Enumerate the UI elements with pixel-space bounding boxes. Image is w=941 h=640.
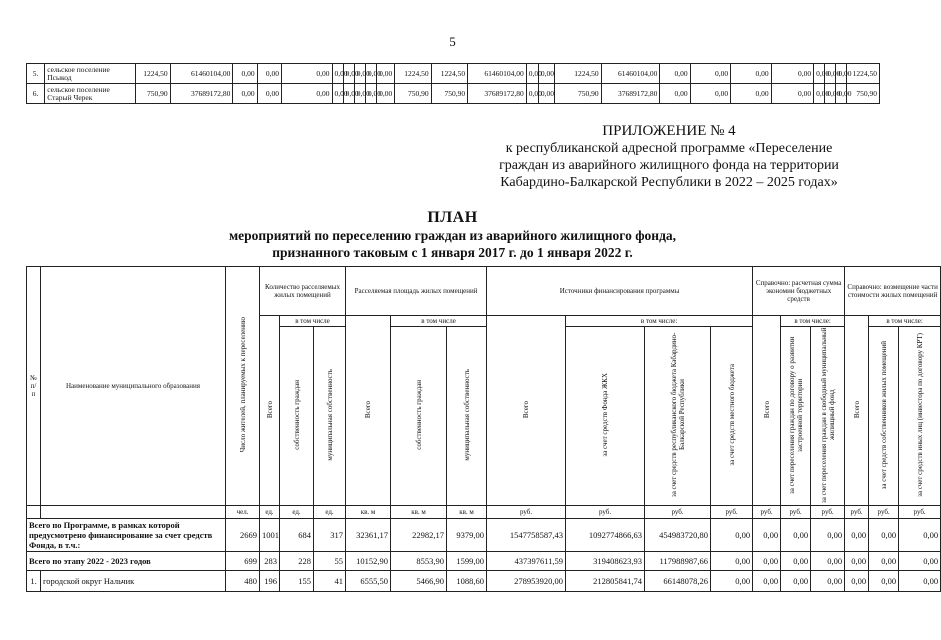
unit-cell: чел. (226, 506, 260, 519)
header-municipal-property: муниципальная собственность (314, 327, 346, 506)
cell: 0,00 (845, 519, 869, 552)
cell: 0,00 (781, 552, 811, 571)
cell: 0,00 (899, 552, 941, 571)
cell: 37689172,80 (468, 84, 527, 104)
cell: 0,00 (731, 64, 771, 84)
cell: 55 (314, 552, 346, 571)
cell: 0,00 (711, 519, 753, 552)
row-number: 1. (27, 571, 41, 592)
unit-cell: руб. (869, 506, 899, 519)
header-incl: в том числе: (781, 316, 845, 327)
header-total: Всего (753, 316, 781, 506)
cell: 0,00 (354, 84, 365, 104)
unit-cell (41, 506, 226, 519)
cell: 0,00 (690, 64, 730, 84)
header-total: Всего (487, 316, 566, 506)
header-total: Всего (346, 316, 391, 506)
cell: 0,00 (365, 64, 376, 84)
cell: 37689172,80 (170, 84, 233, 104)
header-economy-group: Справочно: расчетная сумма экономии бюджетных средств (753, 267, 845, 316)
unit-cell: кв. м (447, 506, 487, 519)
page-number: 5 (449, 34, 456, 49)
cell: 22982,17 (391, 519, 447, 552)
header-local-budget: за счет средств местного бюджета (711, 327, 753, 506)
cell: 0,00 (836, 84, 847, 104)
cell: 0,00 (281, 84, 332, 104)
cell: 0,00 (811, 571, 845, 592)
cell: 0,00 (825, 84, 836, 104)
cell: 61460104,00 (601, 64, 660, 84)
plan-subtitle: признанного таковым с 1 января 2017 г. до 1 января 2022 г. (272, 245, 633, 260)
cell: 1224,50 (431, 64, 467, 84)
cell: 0,00 (771, 64, 813, 84)
cell: 196 (260, 571, 280, 592)
cell: 61460104,00 (170, 64, 233, 84)
cell: 32361,17 (346, 519, 391, 552)
cell: 61460104,00 (468, 64, 527, 84)
table-row (27, 552, 941, 571)
cell: 0,00 (257, 64, 281, 84)
unit-cell: руб. (711, 506, 753, 519)
table-row (27, 571, 941, 592)
cell: 0,00 (233, 84, 257, 104)
cell: 0,00 (731, 84, 771, 104)
cell: 212805841,74 (566, 571, 645, 592)
municipality-name: сельское поселение Старый Черек (45, 84, 136, 104)
unit-cell: кв. м (391, 506, 447, 519)
cell: 1599,00 (447, 552, 487, 571)
cell: 0,00 (811, 552, 845, 571)
cell: 0,00 (869, 519, 899, 552)
header-total: Всего (845, 316, 869, 506)
cell: 0,00 (711, 552, 753, 571)
cell: 0,00 (781, 571, 811, 592)
cell: 750,90 (555, 84, 602, 104)
cell: 117988987,66 (645, 552, 711, 571)
cell: 319408623,93 (566, 552, 645, 571)
cell: 750,90 (431, 84, 467, 104)
header-municipal-property: муниципальная собственность (447, 327, 487, 506)
cell: 684 (280, 519, 314, 552)
header-area-group: Расселяемая площадь жилых помещений (346, 267, 487, 316)
header-rooms-group: Количество расселяемых жилых помещений (260, 267, 346, 316)
appendix-line: Кабардино-Балкарской Республики в 2022 – 2025 годах» (500, 175, 838, 190)
appendix-heading (469, 123, 869, 191)
cell: 0,00 (771, 84, 813, 104)
cell: 0,00 (811, 519, 845, 552)
cell: 0,00 (845, 552, 869, 571)
municipality-name: сельское поселение Псыкод (45, 64, 136, 84)
cell: 155 (280, 571, 314, 592)
header-incl: в том числе: (869, 316, 941, 327)
cell: 0,00 (825, 64, 836, 84)
cell: 0,00 (814, 84, 825, 104)
appendix-title: ПРИЛОЖЕНИЕ № 4 (602, 123, 736, 139)
cell: 0,00 (281, 64, 332, 84)
cell: 0,00 (354, 64, 365, 84)
table-row (27, 84, 880, 104)
header-name: Наименование муниципального образования (41, 267, 226, 506)
header-row (27, 267, 941, 316)
header-compensation-owners: за счет средств собственников жилых помещений (869, 327, 899, 506)
header-incl: в том числе (391, 316, 487, 327)
cell: 1224,50 (395, 64, 431, 84)
cell: 0,00 (660, 64, 690, 84)
cell: 0,00 (753, 552, 781, 571)
header-republic-budget: за счет средств республиканского бюджета Кабардино-Балкарской Республики (645, 327, 711, 506)
header-economy-development: за счет переселения граждан по договору о развитии застроенной территории (781, 327, 811, 506)
cell: 0,00 (377, 84, 395, 104)
cell: 2669 (226, 519, 260, 552)
cell: 1092774866,63 (566, 519, 645, 552)
plan-subtitle: мероприятий по переселению граждан из аварийного жилищного фонда, (228, 228, 677, 243)
table-row (27, 64, 880, 84)
cell: 0,00 (814, 64, 825, 84)
unit-cell: ед. (280, 506, 314, 519)
unit-cell: кв. м (346, 506, 391, 519)
cell: 0,00 (365, 84, 376, 104)
cell: 0,00 (781, 519, 811, 552)
cell: 0,00 (753, 571, 781, 592)
header-residents: Число жителей, планируемых к переселению (226, 267, 260, 506)
unit-cell: руб. (899, 506, 941, 519)
header-incl: в том числе: (566, 316, 753, 327)
unit-cell: руб. (645, 506, 711, 519)
header-economy-free-fund: за счет переселения граждан в свободный муниципальный жилищный фонд (811, 327, 845, 506)
cell: 66148078,26 (645, 571, 711, 592)
header-num: № п/п (27, 267, 41, 506)
header-citizens-property: собственность граждан (280, 327, 314, 506)
plan-title: ПЛАН (427, 209, 478, 226)
cell: 228 (280, 552, 314, 571)
row-label: Всего по Программе, в рамках которой предусмотрено финансирование за счет средств Фонда, в т.ч.: (27, 519, 226, 552)
header-financing-group: Источники финансирования программы (487, 267, 753, 316)
plan-table (26, 266, 941, 592)
cell: 0,00 (753, 519, 781, 552)
cell: 0,00 (690, 84, 730, 104)
cell: 0,00 (869, 552, 899, 571)
header-compensation-other: за счет средств иных лиц (инвестора по договору КРТ) (899, 327, 941, 506)
header-compensation-group: Справочно: возмещение части стоимости жилых помещений (845, 267, 941, 316)
header-incl: в том числе (280, 316, 346, 327)
cell: 0,00 (526, 64, 538, 84)
cell: 1224,50 (136, 64, 170, 84)
cell: 480 (226, 571, 260, 592)
table-row (27, 519, 941, 552)
cell: 0,00 (899, 571, 941, 592)
row-label: городской округ Нальчик (41, 571, 226, 592)
cell: 0,00 (257, 84, 281, 104)
cell: 750,90 (136, 84, 170, 104)
cell: 6555,50 (346, 571, 391, 592)
cell: 1224,50 (555, 64, 602, 84)
cell: 10152,90 (346, 552, 391, 571)
plan-title-block (0, 209, 905, 261)
cell: 9379,00 (447, 519, 487, 552)
cell: 454983720,80 (645, 519, 711, 552)
cell: 1224,50 (847, 64, 880, 84)
unit-cell: руб. (781, 506, 811, 519)
header-fund: за счет средств Фонда ЖКХ (566, 327, 645, 506)
cell: 0,00 (845, 571, 869, 592)
cell: 0,00 (343, 84, 354, 104)
unit-cell (27, 506, 41, 519)
cell: 0,00 (377, 64, 395, 84)
cell: 750,90 (395, 84, 431, 104)
cell: 283 (260, 552, 280, 571)
unit-cell: руб. (566, 506, 645, 519)
row-number: 5. (27, 64, 45, 84)
cell: 0,00 (836, 64, 847, 84)
unit-cell: ед. (260, 506, 280, 519)
row-number: 6. (27, 84, 45, 104)
cell: 1001 (260, 519, 280, 552)
cell: 0,00 (332, 64, 343, 84)
cell: 699 (226, 552, 260, 571)
cell: 0,00 (332, 84, 343, 104)
cell: 8553,90 (391, 552, 447, 571)
unit-cell: руб. (845, 506, 869, 519)
row-label: Всего по этапу 2022 - 2023 годов (27, 552, 226, 571)
unit-cell: руб. (753, 506, 781, 519)
units-row (27, 506, 941, 519)
cell: 0,00 (711, 571, 753, 592)
cell: 37689172,80 (601, 84, 660, 104)
cell: 1547758587,43 (487, 519, 566, 552)
cell: 0,00 (343, 64, 354, 84)
header-citizens-property: собственность граждан (391, 327, 447, 506)
header-total: Всего (260, 316, 280, 506)
unit-cell: руб. (487, 506, 566, 519)
cell: 0,00 (538, 84, 554, 104)
cell: 41 (314, 571, 346, 592)
unit-cell: руб. (811, 506, 845, 519)
unit-cell: ед. (314, 506, 346, 519)
continuation-table (26, 63, 880, 104)
appendix-line: граждан из аварийного жилищного фонда на территории (499, 158, 839, 173)
appendix-line: к республиканской адресной программе «Переселение (505, 141, 833, 156)
cell: 0,00 (869, 571, 899, 592)
cell: 5466,90 (391, 571, 447, 592)
cell: 437397611,59 (487, 552, 566, 571)
cell: 0,00 (899, 519, 941, 552)
cell: 0,00 (538, 64, 554, 84)
cell: 317 (314, 519, 346, 552)
cell: 1088,60 (447, 571, 487, 592)
cell: 0,00 (660, 84, 690, 104)
cell: 0,00 (233, 64, 257, 84)
cell: 750,90 (847, 84, 880, 104)
cell: 278953920,00 (487, 571, 566, 592)
cell: 0,00 (526, 84, 538, 104)
